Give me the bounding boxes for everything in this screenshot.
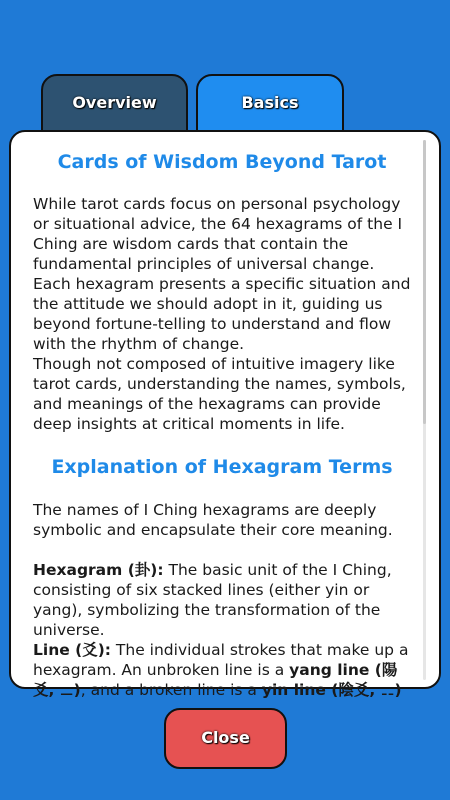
tab-overview-label: Overview <box>72 93 157 112</box>
term-hexagram <box>33 560 411 640</box>
paragraph-1: While tarot cards focus on personal psychology or situational advice, the 64 hexagrams of the I Ching are wisdom cards that contain the fundamental principles of universal change. <box>33 195 403 273</box>
terms-intro: The names of I Ching hexagrams are deeply symbolic and encapsulate their core meaning. <box>33 501 393 539</box>
yin-line-term: yin line (陰爻, ⚋) <box>261 681 402 699</box>
scrollbar-thumb[interactable] <box>423 140 426 424</box>
term-line-definition-part1: The individual strokes that make up a hexagram. An unbroken line is a <box>33 641 409 679</box>
term-line <box>33 640 411 700</box>
tab-basics-label: Basics <box>241 93 299 112</box>
section-title-hexagram-terms: Explanation of Hexagram Terms <box>51 456 393 478</box>
yang-line-term: yang line (陽爻, ⚊) <box>33 661 398 699</box>
section-title-cards-of-wisdom: Cards of Wisdom Beyond Tarot <box>57 151 387 173</box>
term-hexagram-definition: The basic unit of the I Ching, consisting of six stacked lines (either yin or yang), symbolizing the transformation of the universe. <box>33 561 392 639</box>
term-line-label: Line (爻): <box>33 641 111 659</box>
paragraph-3: Though not composed of intuitive imagery like tarot cards, understanding the names, symbols, and meanings of the hexagrams can provide deep insights at critical moments in life. <box>33 355 406 433</box>
scrollbar[interactable] <box>423 140 426 680</box>
close-button[interactable] <box>164 708 287 769</box>
term-line-definition-part2: , and a broken line is a <box>80 681 262 699</box>
term-hexagram-label: Hexagram (卦): <box>33 561 164 579</box>
spacer <box>33 540 411 560</box>
paragraph-2: Each hexagram presents a specific situation and the attitude we should adopt in it, guiding us beyond fortune-telling to understand and flow with the rhythm of change. <box>33 275 411 353</box>
content-panel[interactable] <box>9 130 441 699</box>
close-button-label: Close <box>201 728 250 747</box>
scroll-content <box>33 140 411 700</box>
